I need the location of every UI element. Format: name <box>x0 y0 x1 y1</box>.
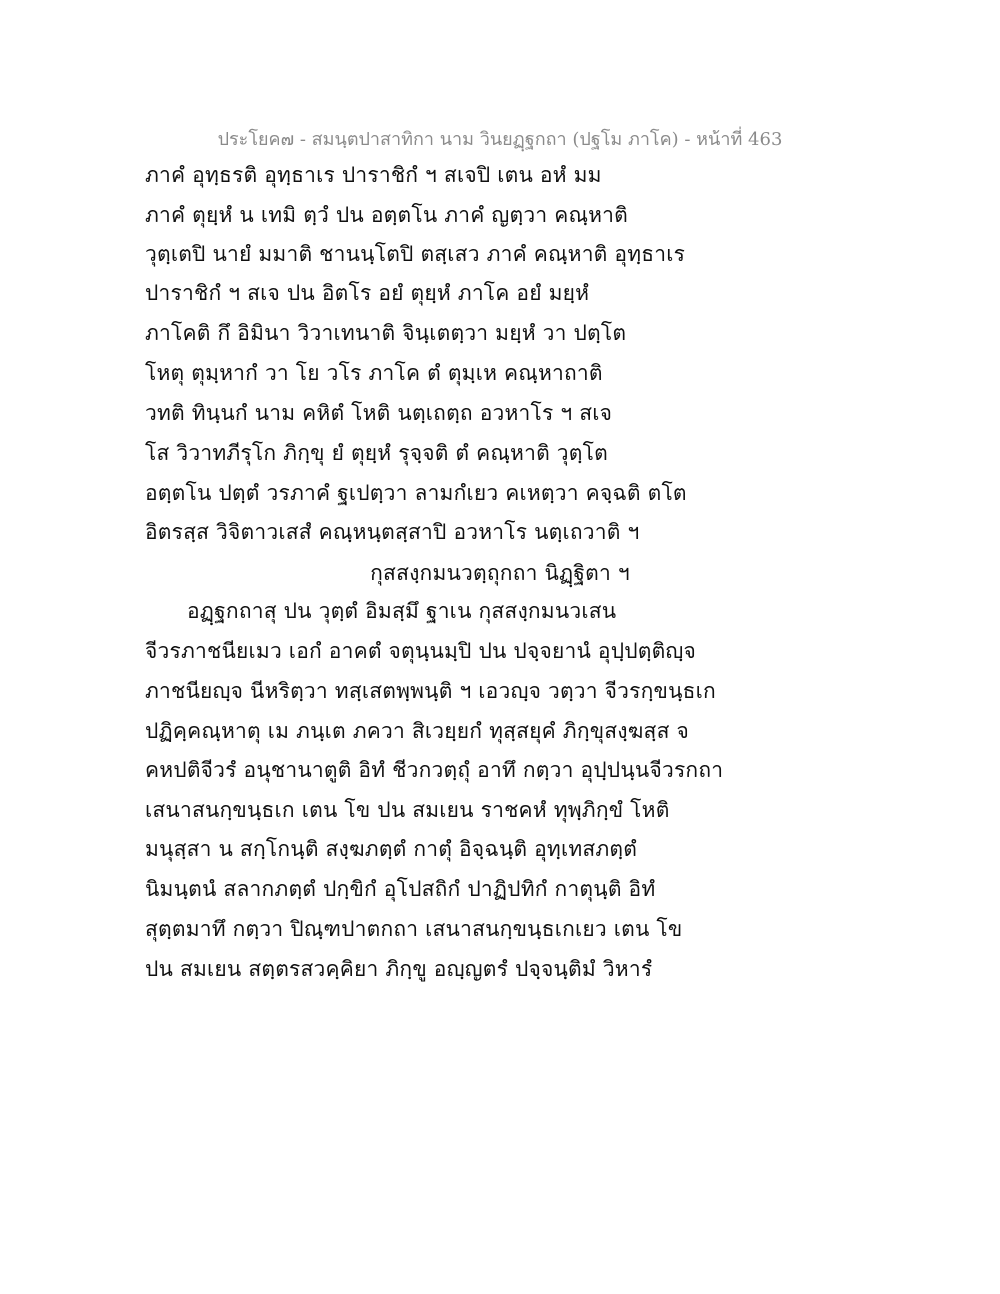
paragraph-line: เสนาสนกฺขนฺธเก เตน โข ปน สมเยน ราชคหํ ทุพฺภิกฺขํ โหติ <box>145 798 670 822</box>
body-line: ภาโคติ กึ อิมินา วิวาเทนาติ จินฺเตตฺวา มยฺหํ วา ปตฺโต <box>145 321 627 345</box>
body-line: วุตฺเตปิ นายํ มมาติ ชานนฺโตปิ ตสฺเสว ภาคํ คณฺหาติ อุทฺธาเร <box>145 242 686 266</box>
paragraph-line: คหปติจีวรํ อนุชานาตูติ อิทํ ชีวกวตฺถุํ อาทึ กตฺวา อุปฺปนฺนจีวรกถา <box>145 758 724 782</box>
section-title: กุสสงฺกมนวตฺถุกถา นิฏฺฐิตา ฯ <box>370 561 630 585</box>
paragraph-line: อฏฺฐกถาสุ ปน วุตฺตํ อิมสฺมึ ฐาเน กุสสงฺกมนวเสน <box>187 599 617 623</box>
paragraph-line: นิมนฺตนํ สลากภตฺตํ ปกฺขิกํ อุโปสถิกํ ปาฏิปทิกํ กาตุนฺติ อิทํ <box>145 877 656 901</box>
body-line: โส วิวาทภีรุโก ภิกฺขุ ยํ ตุยฺหํ รุจฺจติ ตํ คณฺหาติ วุตฺโต <box>145 441 608 465</box>
paragraph-line: ปน สมเยน สตฺตรสวคฺคิยา ภิกฺขู อญฺญตรํ ปจฺจนฺติมํ วิหารํ <box>145 957 653 981</box>
paragraph-line: ปฏิคฺคณฺหาตุ เม ภนฺเต ภควา สิเวยฺยกํ ทุสฺสยุคํ ภิกฺขุสงฺฆสฺส จ <box>145 719 689 743</box>
body-line: ปาราชิกํ ฯ สเจ ปน อิตโร อยํ ตุยฺหํ ภาโค อยํ มยฺหํ <box>145 281 590 305</box>
body-line: อตฺตโน ปตฺตํ วรภาคํ ฐเปตฺวา ลามกํเยว คเหตฺวา คจฺฉติ ตโต <box>145 481 687 505</box>
paragraph-line: จีวรภาชนียเมว เอกํ อาคตํ จตุนฺนมฺปิ ปน ปจฺจยานํ อุปฺปตฺติญฺจ <box>145 639 697 663</box>
paragraph-line: ภาชนียญฺจ นีหริตฺวา ทสฺเสตพฺพนฺติ ฯ เอวญฺจ วตฺวา จีวรกฺขนฺธเก <box>145 679 716 703</box>
paragraph-line: มนุสฺสา น สกฺโกนฺติ สงฺฆภตฺตํ กาตุํ อิจฺฉนฺติ อุทฺเทสภตฺตํ <box>145 837 638 861</box>
body-line: โหตุ ตุมฺหากํ วา โย วโร ภาโค ตํ ตุมฺเห คณฺหาถาติ <box>145 361 603 385</box>
running-header: ประโยค๗ - สมนฺตปาสาทิกา นาม วินยฏฺฐกถา (ปฐโม ภาโค) - หน้าที่ 463 <box>217 129 783 150</box>
paragraph-line: สุตฺตมาทึ กตฺวา ปิณฺฑปาตกถา เสนาสนกฺขนฺธเกเยว เตน โข <box>145 917 683 941</box>
body-line: ภาคํ อุทฺธรติ อุทฺธาเร ปาราชิกํ ฯ สเจปิ เตน อหํ มม <box>145 163 602 187</box>
body-line: วทติ ทินฺนกํ นาม คหิตํ โหติ นตฺเถตฺถ อวหาโร ฯ สเจ <box>145 401 613 425</box>
body-line: อิตรสฺส วิจิตาวเสสํ คณฺหนฺตสฺสาปิ อวหาโร นตฺเถวาติ ฯ <box>145 520 640 544</box>
body-line: ภาคํ ตุยฺหํ น เทมิ ตฺวํ ปน อตฺตโน ภาคํ ญตฺวา คณฺหาติ <box>145 203 629 227</box>
